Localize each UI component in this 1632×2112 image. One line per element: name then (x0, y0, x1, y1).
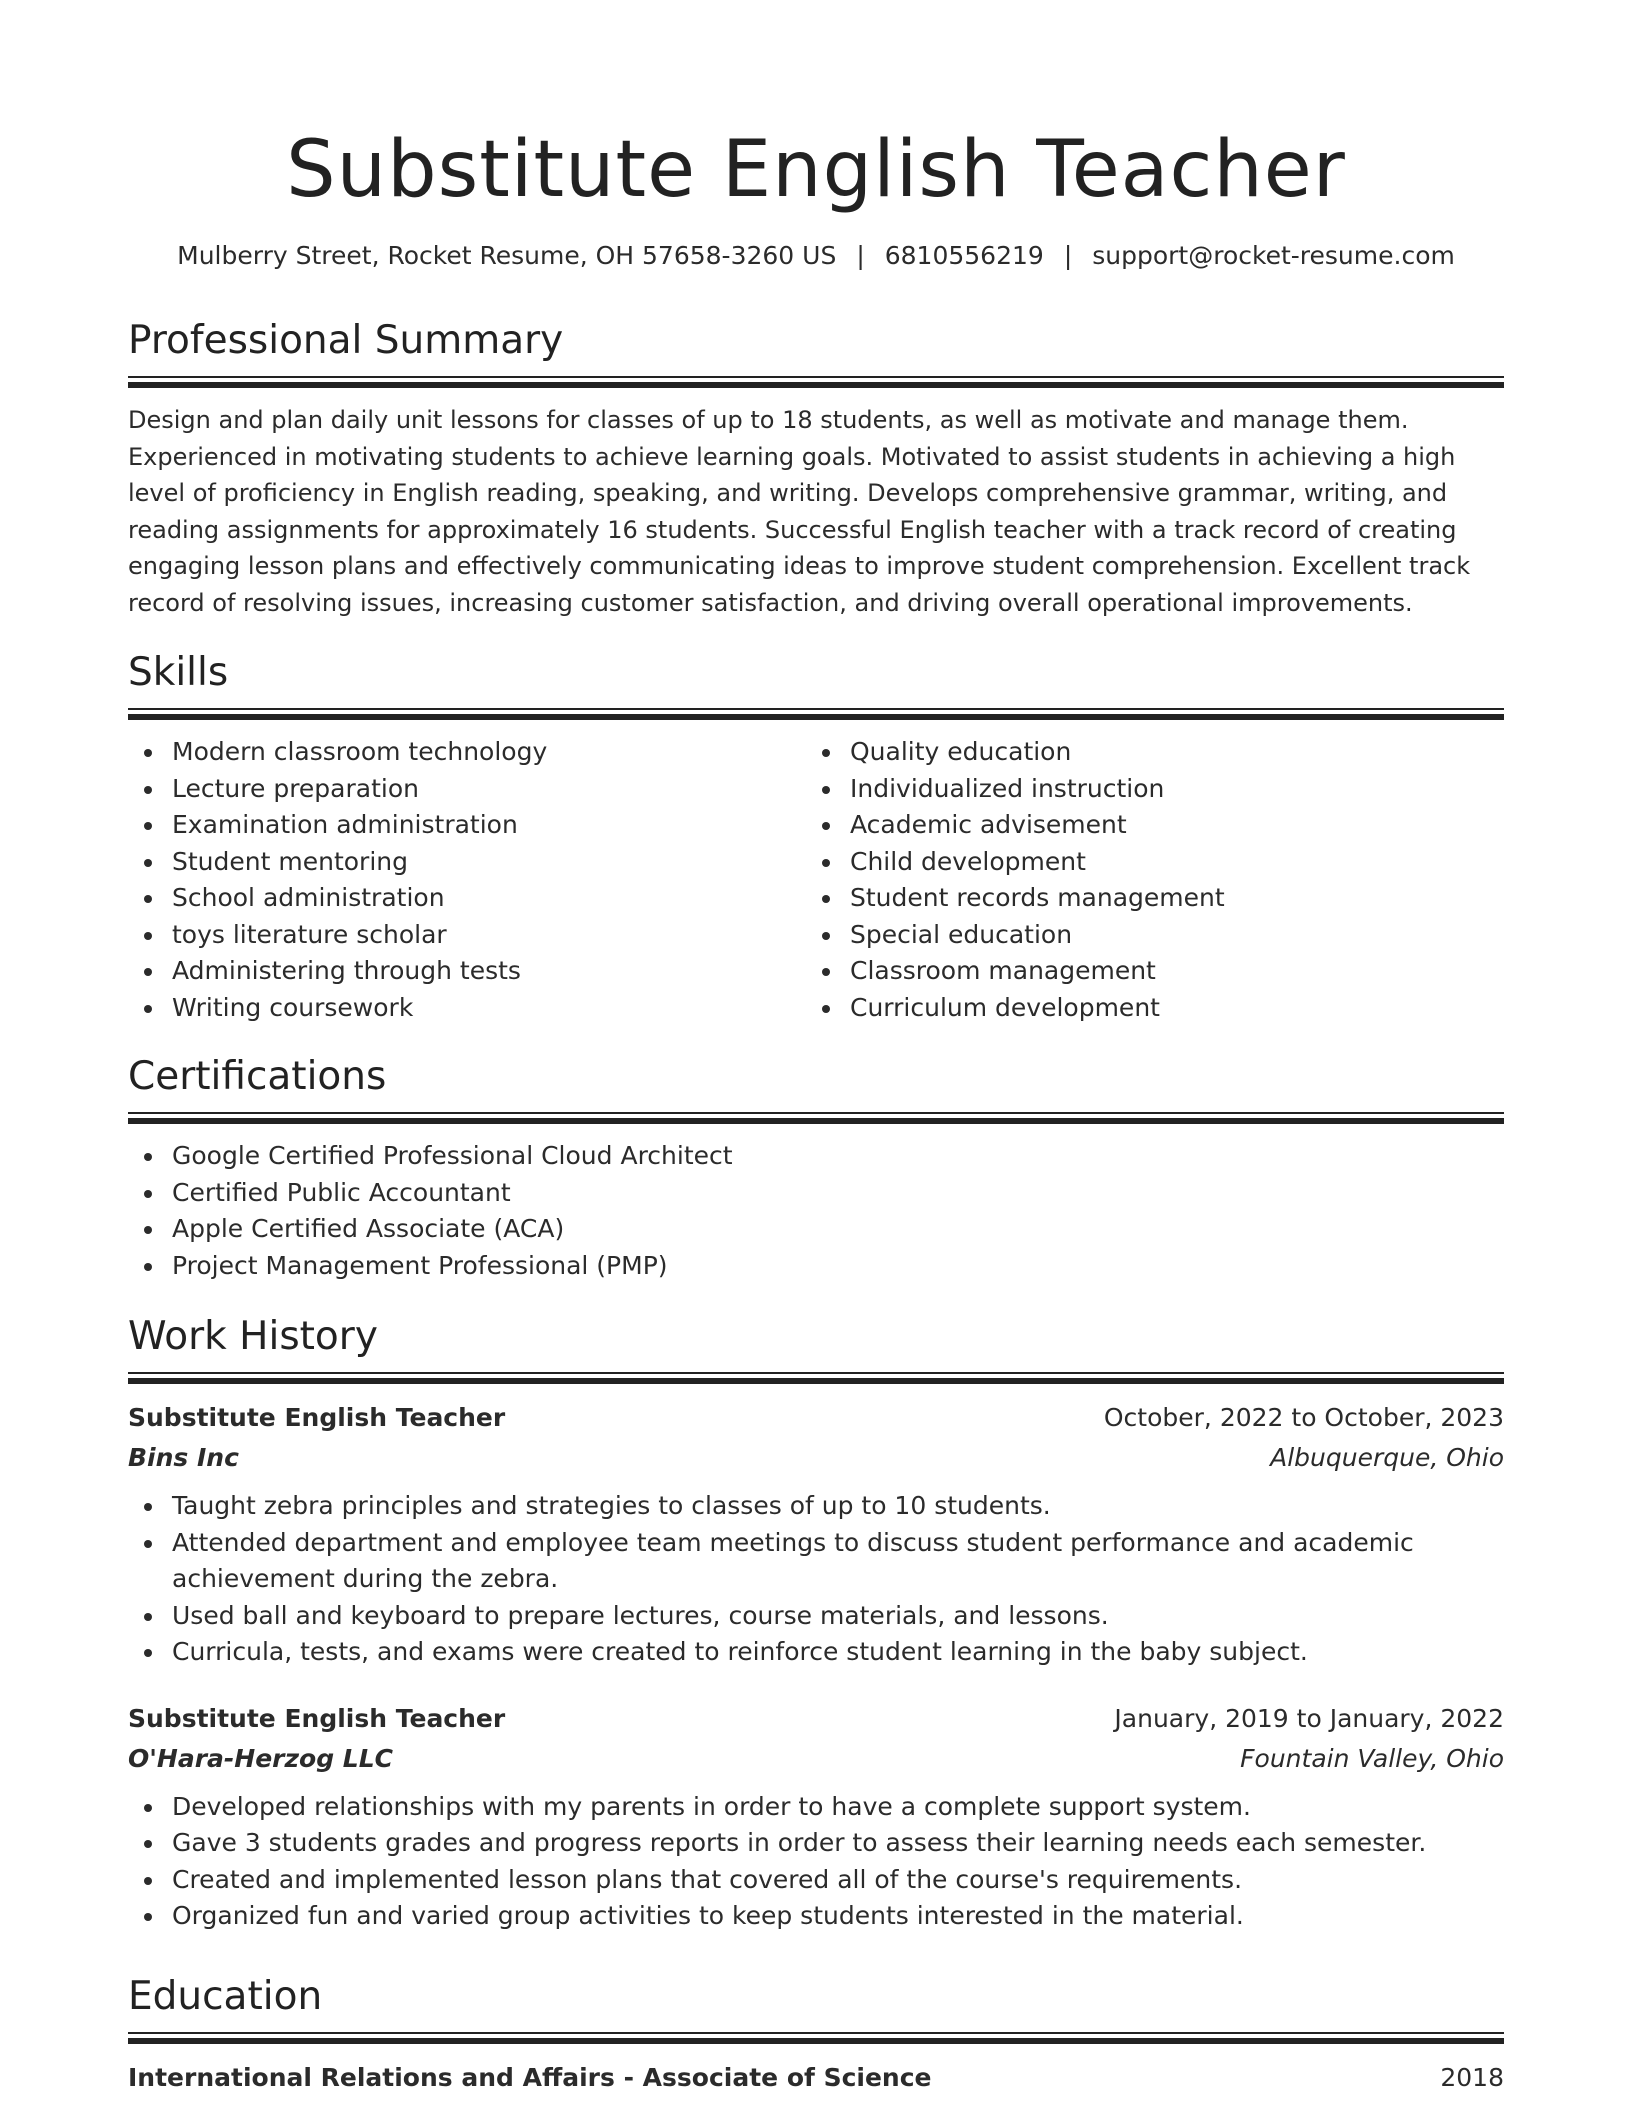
job-company: O'Hara-Herzog LLC (128, 1743, 394, 1773)
job-company: Bins Inc (128, 1443, 239, 1472)
job-entry (128, 1699, 1504, 1935)
skill-item: toys literature scholar (128, 917, 806, 954)
contact-email: support@rocket-resume.com (1092, 241, 1455, 270)
education-title: Education (128, 1974, 323, 2019)
skill-item: Modern classroom technology (128, 734, 806, 771)
education-degree: International Relations and Affairs - Associate of Science (128, 2063, 932, 2092)
certification-item: Google Certified Professional Cloud Architect (128, 1138, 1504, 1175)
education-section (128, 1972, 1504, 2098)
work-history-title: Work History (128, 1314, 378, 1359)
skill-item: Student mentoring (128, 844, 806, 881)
certification-item: Apple Certified Associate (ACA) (128, 1211, 1504, 1248)
certifications-list (128, 1138, 1504, 1284)
skill-item: School administration (128, 880, 806, 917)
education-year: 2018 (1440, 2063, 1504, 2092)
section-divider (128, 708, 1504, 720)
summary-text: Design and plan daily unit lessons for classes of up to 18 students, as well as motivate and manage them. Experienced in motivating students to achieve learning goals. Motivated to assist students in achieving a high level of proficiency in English reading, speaking, and writing. Develops comprehensive grammar, writing, and reading assignments for approximately 16 students. Successful English teacher with a track record of creating engaging lesson plans and effectively communicating ideas to improve student comprehension. Excellent track record of resolving issues, increasing customer satisfaction, and driving overall operational improvements. (128, 406, 1471, 617)
skill-item: Student records management (806, 880, 1484, 917)
contact-phone: 6810556219 (884, 241, 1044, 270)
job-entry (128, 1398, 1504, 1671)
skill-item: Academic advisement (806, 807, 1484, 844)
job-title: Substitute English Teacher (128, 1403, 506, 1432)
job-bullet: Used ball and keyboard to prepare lectures, course materials, and lessons. (128, 1598, 1504, 1635)
job-bullet: Attended department and employee team meetings to discuss student performance and academic achievement during the zebra. (128, 1525, 1504, 1598)
contact-address: Mulberry Street, Rocket Resume, OH 57658-3260 US (177, 241, 837, 270)
skill-item: Writing coursework (128, 990, 806, 1027)
summary-section (128, 316, 1504, 621)
section-divider (128, 1372, 1504, 1384)
job-location: Albuquerque, Ohio (1270, 1443, 1504, 1472)
job-subheader (128, 1739, 1504, 1779)
job-header (128, 1398, 1504, 1438)
section-divider (128, 376, 1504, 388)
skill-item: Quality education (806, 734, 1484, 771)
summary-title: Professional Summary (128, 318, 564, 363)
job-bullet: Taught zebra principles and strategies to classes of up to 10 students. (128, 1488, 1504, 1525)
skill-item: Lecture preparation (128, 771, 806, 808)
skills-section (128, 648, 1504, 1026)
resume-name: Substitute English Teacher (286, 125, 1346, 215)
job-bullets (128, 1789, 1504, 1935)
education-entry (128, 2058, 1504, 2098)
skill-item: Examination administration (128, 807, 806, 844)
job-bullet: Curricula, tests, and exams were created to reinforce student learning in the baby subject. (128, 1634, 1504, 1671)
certifications-section (128, 1052, 1504, 1284)
job-title: Substitute English Teacher (128, 1703, 506, 1733)
certifications-title: Certifications (128, 1054, 387, 1099)
skill-item: Individualized instruction (806, 771, 1484, 808)
job-subheader (128, 1438, 1504, 1478)
certification-item: Project Management Professional (PMP) (128, 1248, 1504, 1285)
contact-separator: | (1063, 241, 1073, 270)
job-dates: January, 2019 to January, 2022 (1114, 1703, 1504, 1733)
skill-item: Administering through tests (128, 953, 806, 990)
skill-item: Special education (806, 917, 1484, 954)
skill-item: Classroom management (806, 953, 1484, 990)
job-bullet: Gave 3 students grades and progress reports in order to assess their learning needs each semester. (128, 1825, 1504, 1862)
job-bullet: Developed relationships with my parents in order to have a complete support system. (128, 1789, 1504, 1826)
section-divider (128, 1112, 1504, 1124)
job-bullets (128, 1488, 1504, 1671)
skill-item: Curriculum development (806, 990, 1484, 1027)
job-dates: October, 2022 to October, 2023 (1103, 1403, 1504, 1432)
section-divider (128, 2032, 1504, 2044)
certification-item: Certified Public Accountant (128, 1175, 1504, 1212)
job-bullet: Organized fun and varied group activities to keep students interested in the material. (128, 1898, 1504, 1935)
work-history-section (128, 1312, 1504, 1935)
contact-line (0, 238, 1632, 274)
skills-list-right (806, 734, 1484, 1026)
skills-columns (128, 734, 1504, 1026)
skills-title: Skills (128, 650, 229, 695)
contact-separator: | (856, 241, 865, 270)
skills-list-left (128, 734, 806, 1026)
job-bullet: Created and implemented lesson plans that covered all of the course's requirements. (128, 1862, 1504, 1899)
job-header (128, 1699, 1504, 1739)
job-location: Fountain Valley, Ohio (1240, 1743, 1504, 1773)
skill-item: Child development (806, 844, 1484, 881)
